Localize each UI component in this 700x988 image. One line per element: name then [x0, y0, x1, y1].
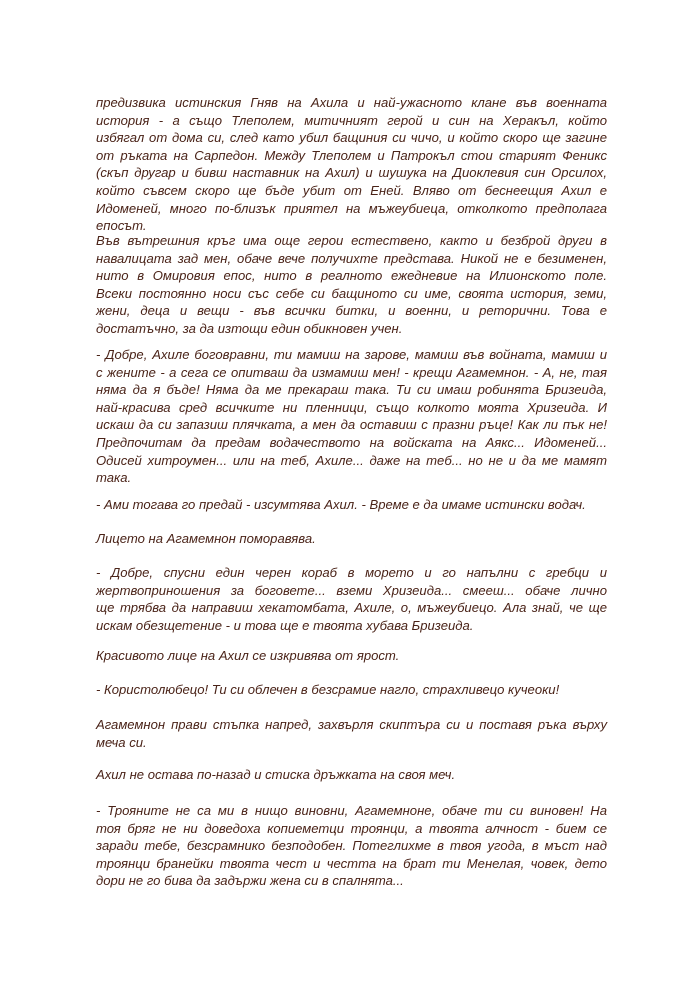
- text-line: история - а също Тлеполем, митичният герой и син на Херакъл, който: [96, 112, 607, 128]
- text-line: Предпочитам да предам водачеството на войската на Аякс... Идоменей...: [96, 434, 607, 450]
- text-line: (скъп другар и бивш наставник на Ахил) и шушука на Диоклевия син Орсилох,: [96, 165, 607, 181]
- text-line: - Добре, спусни един черен кораб в морето и го напълни с гребци и: [96, 565, 607, 580]
- text-line: троянци бранейки твоята чест и честта на брат ти Менелая, човек, дето: [96, 855, 607, 871]
- text-line: Ахил не остава по-назад и стиска дръжката на своя меч.: [96, 767, 456, 782]
- text-line: Красивото лице на Ахил се изкривява от ярост.: [96, 648, 400, 663]
- text-line: предизвика истинския Гняв на Ахила и най-ужасното клане във военната: [96, 95, 607, 110]
- text-line: който съвсем скоро ще бъде убит от Еней. Вляво от беснеещия Ахил е: [96, 182, 607, 198]
- text-line: тоя бряг не ни доведоха копиеметци троянци, а твоята алчност - бием се: [96, 820, 607, 836]
- text-line: така.: [96, 470, 132, 486]
- text-line: избягал от дома си, след като убил бащиния си чичо, и който скоро ще загине: [96, 130, 607, 146]
- text-line: достатъчно, за да изтощи един обикновен учен.: [96, 320, 403, 336]
- text-line: - Користолюбецо! Ти си облечен в безсрамие нагло, страхливецо кучеоки!: [96, 682, 560, 697]
- text-line: Одисей хитроумен... или на теб, Ахиле... даже на теб... но не и да ме мамят: [96, 452, 607, 468]
- paragraph: [96, 94, 607, 235]
- paragraph: [96, 802, 607, 890]
- text-line: жени, деца и вещи - във всички битки, и военни, и реторични. Това е: [96, 303, 607, 319]
- text-line: Във вътрешния кръг има още герои естествено, както и безброй други в: [96, 233, 607, 248]
- text-line: искаш да си запазиш плячката, а мен да оставиш с празни ръце! Как ли пък не!: [96, 417, 607, 433]
- text-line: нито в Омировия епос, нито в реалното ежедневие на Илионското поле.: [96, 268, 607, 284]
- text-line: Всеки постоянно носи със себе си бащиното си име, своята история, земи,: [96, 285, 607, 301]
- paragraph: [96, 564, 607, 634]
- text-line: Идоменей, много по-близък приятел на мъжеубиеца, отколкото предполага: [96, 200, 607, 216]
- text-line: Агамемнон прави стъпка напред, захвърля скиптъра си и поставя ръка върху: [96, 717, 607, 732]
- text-line: от ръката на Сарпедон. Между Тлеполем и Патрокъл стои старият Феникс: [96, 147, 607, 163]
- text-line: заради тебе, безсрамнико безподобен. Потеглихме в твоя угода, в мъст над: [96, 838, 607, 854]
- text-line: ще трябва да направиш хекатомбата, Ахиле, о, мъжеубиецо. Ала знай, че ще: [96, 600, 607, 616]
- text-line: най-красива сред всичките ни пленници, също колкото моята Хризеида. И: [96, 399, 607, 415]
- paragraph: [96, 496, 607, 514]
- text-line: - Ами тогава го предай - изсумтява Ахил. - Време е да имаме истински водач.: [96, 497, 586, 512]
- text-line: искам обезщетение - и това ще е твоята хубава Бризеида.: [96, 617, 474, 633]
- text-line: меча си.: [96, 734, 147, 750]
- paragraph: [96, 346, 607, 487]
- paragraph: [96, 232, 607, 338]
- text-line: с жените - а сега се опитваш да измамиш мен! - крещи Агамемнон. - А, не, тая: [96, 364, 607, 380]
- paragraph: [96, 530, 607, 548]
- text-line: няма да я бъде! Няма да ме прекараш така. Ти си имаш робинята Бризеида,: [96, 382, 607, 398]
- text-line: - Добре, Ахиле боговравни, ти мамиш на зарове, мамиш във войната, мамиш и: [96, 347, 607, 362]
- text-line: дори не го бива да задържи жена си в спалнята...: [96, 873, 404, 889]
- text-line: Лицето на Агамемнон поморавява.: [96, 531, 316, 546]
- text-line: навалицата зад мен, обаче вече получихте представа. Никой не е безименен,: [96, 250, 607, 266]
- text-line: епосът.: [96, 218, 147, 234]
- paragraph: [96, 766, 607, 784]
- paragraph: [96, 647, 607, 665]
- paragraph: [96, 716, 607, 751]
- text-line: - Трояните не са ми в нищо виновни, Агамемноне, обаче ти си виновен! На: [96, 803, 607, 818]
- paragraph: [96, 681, 607, 699]
- text-line: жертвоприношения за боговете... вземи Хризеида... смееш... обаче лично: [96, 582, 607, 598]
